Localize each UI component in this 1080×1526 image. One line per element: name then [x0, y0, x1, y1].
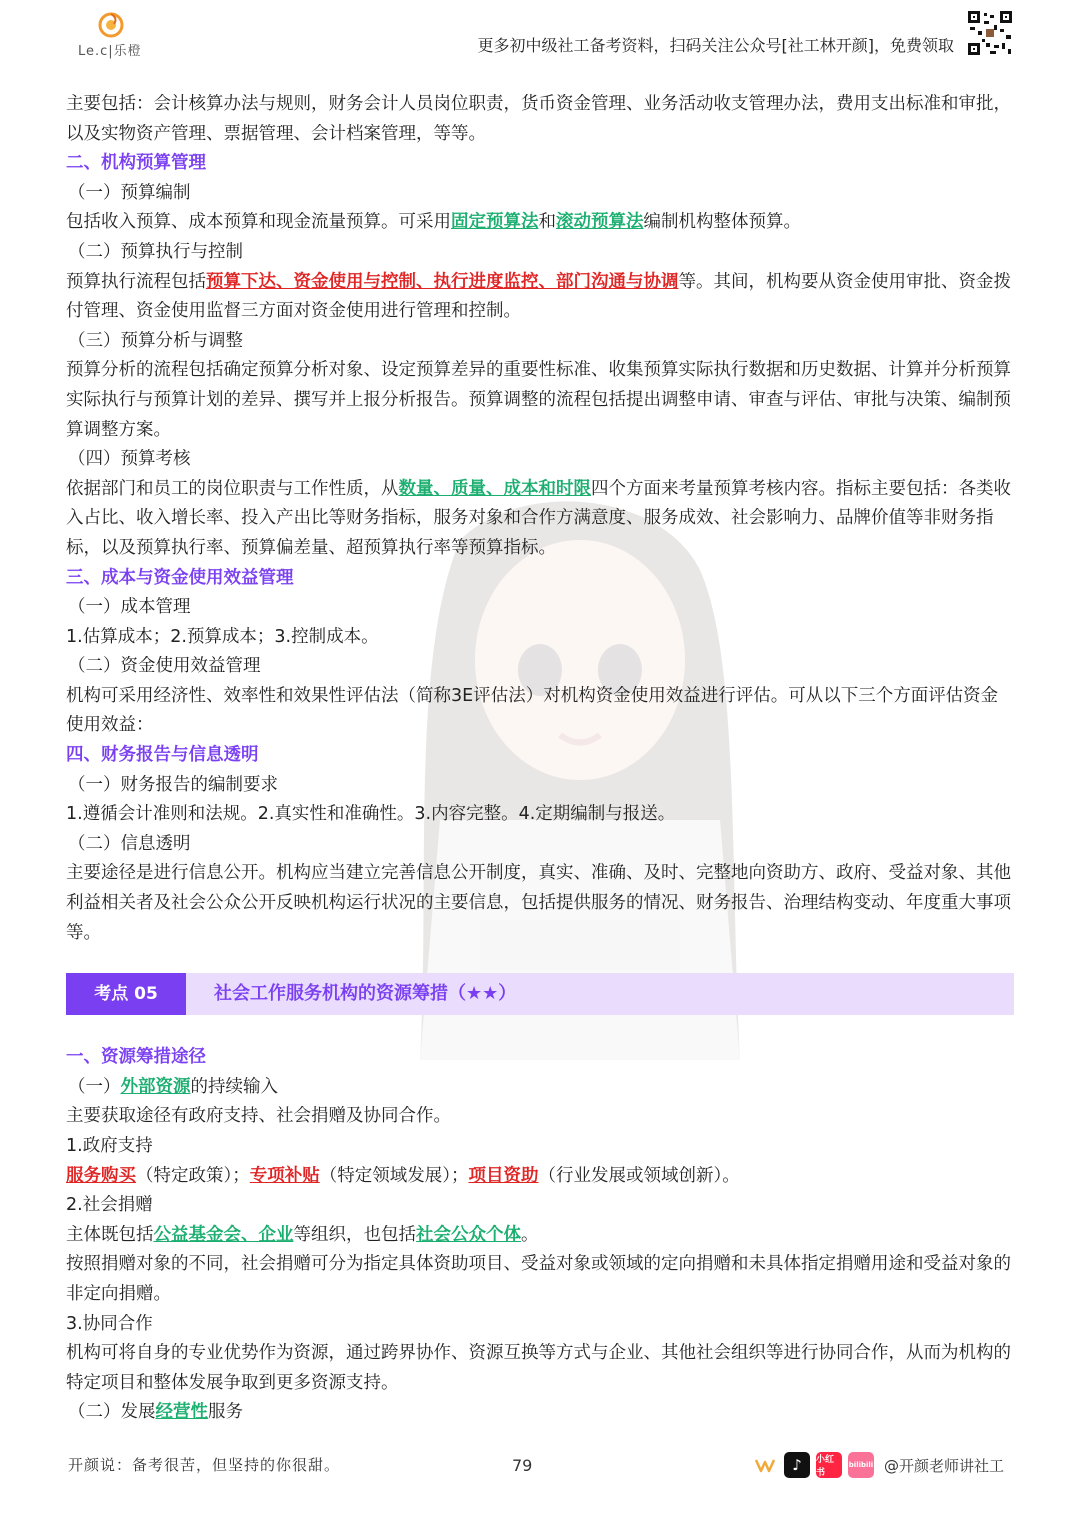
paragraph: 1.估算成本；2.预算成本；3.控制成本。: [66, 626, 379, 647]
wechat-channels-icon[interactable]: [752, 1452, 778, 1478]
social-links: [752, 1450, 1004, 1480]
topic-title: 社会工作服务机构的资源筹措（★★）: [214, 983, 517, 1005]
paragraph: 主体既包括公益基金会、企业等组织，也包括社会公众个体。: [66, 1224, 539, 1245]
paragraph: 包括收入预算、成本预算和现金流量预算。可采用固定预算法和滚动预算法编制机构整体预算。: [66, 212, 801, 233]
bilibili-icon[interactable]: bilibili: [848, 1452, 874, 1478]
page-header: [0, 0, 1080, 70]
subsection-heading: （二）预算执行与控制: [68, 241, 243, 262]
keyword-highlight: 预算下达、资金使用与控制、执行进度监控、部门沟通与协调: [206, 271, 679, 292]
subsection-heading: （二）发展经营性服务: [68, 1402, 243, 1423]
document-body: [66, 90, 1014, 1428]
section-heading: 三、成本与资金使用效益管理: [66, 567, 294, 588]
logo-swirl-icon: [98, 12, 124, 38]
subsection-heading: （一）外部资源的持续输入: [68, 1076, 278, 1097]
paragraph: 按照捐赠对象的不同，社会捐赠可分为指定具体资助项目、受益对象或领域的定向捐赠和未具体指定捐赠用途和受益对象的非定向捐赠。: [66, 1254, 1011, 1304]
list-heading: 2.社会捐赠: [66, 1195, 153, 1216]
section-heading: 四、财务报告与信息透明: [66, 745, 259, 766]
subsection-heading: （二）资金使用效益管理: [68, 656, 261, 677]
xiaohongshu-icon[interactable]: 小红书: [816, 1452, 842, 1478]
douyin-icon[interactable]: ♪: [784, 1452, 810, 1478]
social-handle: @开颜老师讲社工: [884, 1456, 1005, 1475]
page-footer: [0, 1450, 1080, 1490]
topic-banner: [66, 973, 1014, 1015]
paragraph: 主要获取途径有政府支持、社会捐赠及协同合作。: [66, 1106, 451, 1127]
brand-logo: [78, 12, 158, 60]
subsection-heading: （一）预算编制: [68, 182, 191, 203]
paragraph: 1.遵循会计准则和法规。2.真实性和准确性。3.内容完整。4.定期编制与报送。: [66, 804, 676, 825]
paragraph: 依据部门和员工的岗位职责与工作性质，从数量、质量、成本和时限四个方面来考量预算考核内容。指标主要包括：各类收入占比、收入增长率、投入产出比等财务指标，服务对象和合作方满意度、服务成效、社会影响力、品牌价值等非财务指标，以及预算执行率、预算偏差量、超预算执行率等预算指标。: [66, 478, 1011, 558]
paragraph: 机构可将自身的专业优势作为资源，通过跨界协作、资源互换等方式与企业、其他社会组织等进行协同合作，从而为机构的特定项目和整体发展争取到更多资源支持。: [66, 1343, 1011, 1393]
section-heading: 二、机构预算管理: [66, 153, 206, 174]
paragraph: 服务购买（特定政策）；专项补贴（特定领域发展）；项目资助（行业发展或领域创新）。: [66, 1165, 740, 1186]
keyword-highlight: 固定预算法: [451, 212, 539, 233]
subsection-heading: （二）信息透明: [68, 833, 191, 854]
paragraph: 主要途径是进行信息公开。机构应当建立完善信息公开制度，真实、准确、及时、完整地向资助方、政府、受益对象、其他利益相关者及社会公众公开反映机构运行状况的主要信息，包括提供服务的情况、财务报告、治理结构变动、年度重大事项等。: [66, 863, 1011, 943]
keyword-highlight: 项目资助: [468, 1165, 539, 1186]
keyword-highlight: 滚动预算法: [556, 212, 644, 233]
keyword-highlight: 专项补贴: [249, 1165, 320, 1186]
topic-tag: 考点 05: [66, 973, 186, 1015]
subsection-heading: （一）财务报告的编制要求: [68, 774, 278, 795]
footer-slogan: 开颜说：备考很苦，但坚持的你很甜。: [68, 1456, 341, 1474]
header-promo-text: 更多初中级社工备考资料，扫码关注公众号[社工林开颜]，免费领取: [477, 36, 954, 55]
subsection-heading: （一）成本管理: [68, 597, 191, 618]
keyword-highlight: 公益基金会、企业: [153, 1224, 294, 1245]
subsection-heading: （三）预算分析与调整: [68, 330, 243, 351]
qr-code-icon[interactable]: [966, 9, 1014, 57]
paragraph: 主要包括：会计核算办法与规则，财务会计人员岗位职责，货币资金管理、业务活动收支管理办法，费用支出标准和审批，以及实物资产管理、票据管理、会计档案管理，等等。: [66, 94, 1011, 144]
keyword-highlight: 服务购买: [66, 1165, 136, 1186]
keyword-highlight: 经营性: [155, 1402, 208, 1423]
list-heading: 1.政府支持: [66, 1136, 153, 1156]
logo-text: Le.c|乐橙: [78, 44, 142, 59]
paragraph: 预算分析的流程包括确定预算分析对象、设定预算差异的重要性标准、收集预算实际执行数据和历史数据、计算并分析预算实际执行与预算计划的差异、撰写并上报分析报告。预算调整的流程包括提出调整申请、审查与评估、审批与决策、编制预算调整方案。: [66, 360, 1011, 440]
list-heading: 3.协同合作: [66, 1313, 153, 1334]
paragraph: 预算执行流程包括预算下达、资金使用与控制、执行进度监控、部门沟通与协调等。其间，机构要从资金使用审批、资金拨付管理、资金使用监督三方面对资金使用进行管理和控制。: [66, 271, 1011, 322]
keyword-highlight: 社会公众个体: [416, 1224, 521, 1245]
paragraph: 机构可采用经济性、效率性和效果性评估法（简称3E评估法）对机构资金使用效益进行评估。可从以下三个方面评估资金使用效益：: [66, 685, 999, 736]
subsection-heading: （四）预算考核: [68, 449, 191, 470]
section-heading: 一、资源筹措途径: [66, 1047, 206, 1068]
keyword-highlight: 数量、质量、成本和时限: [398, 478, 591, 499]
page-number: 79: [512, 1456, 533, 1475]
keyword-highlight: 外部资源: [120, 1076, 191, 1097]
